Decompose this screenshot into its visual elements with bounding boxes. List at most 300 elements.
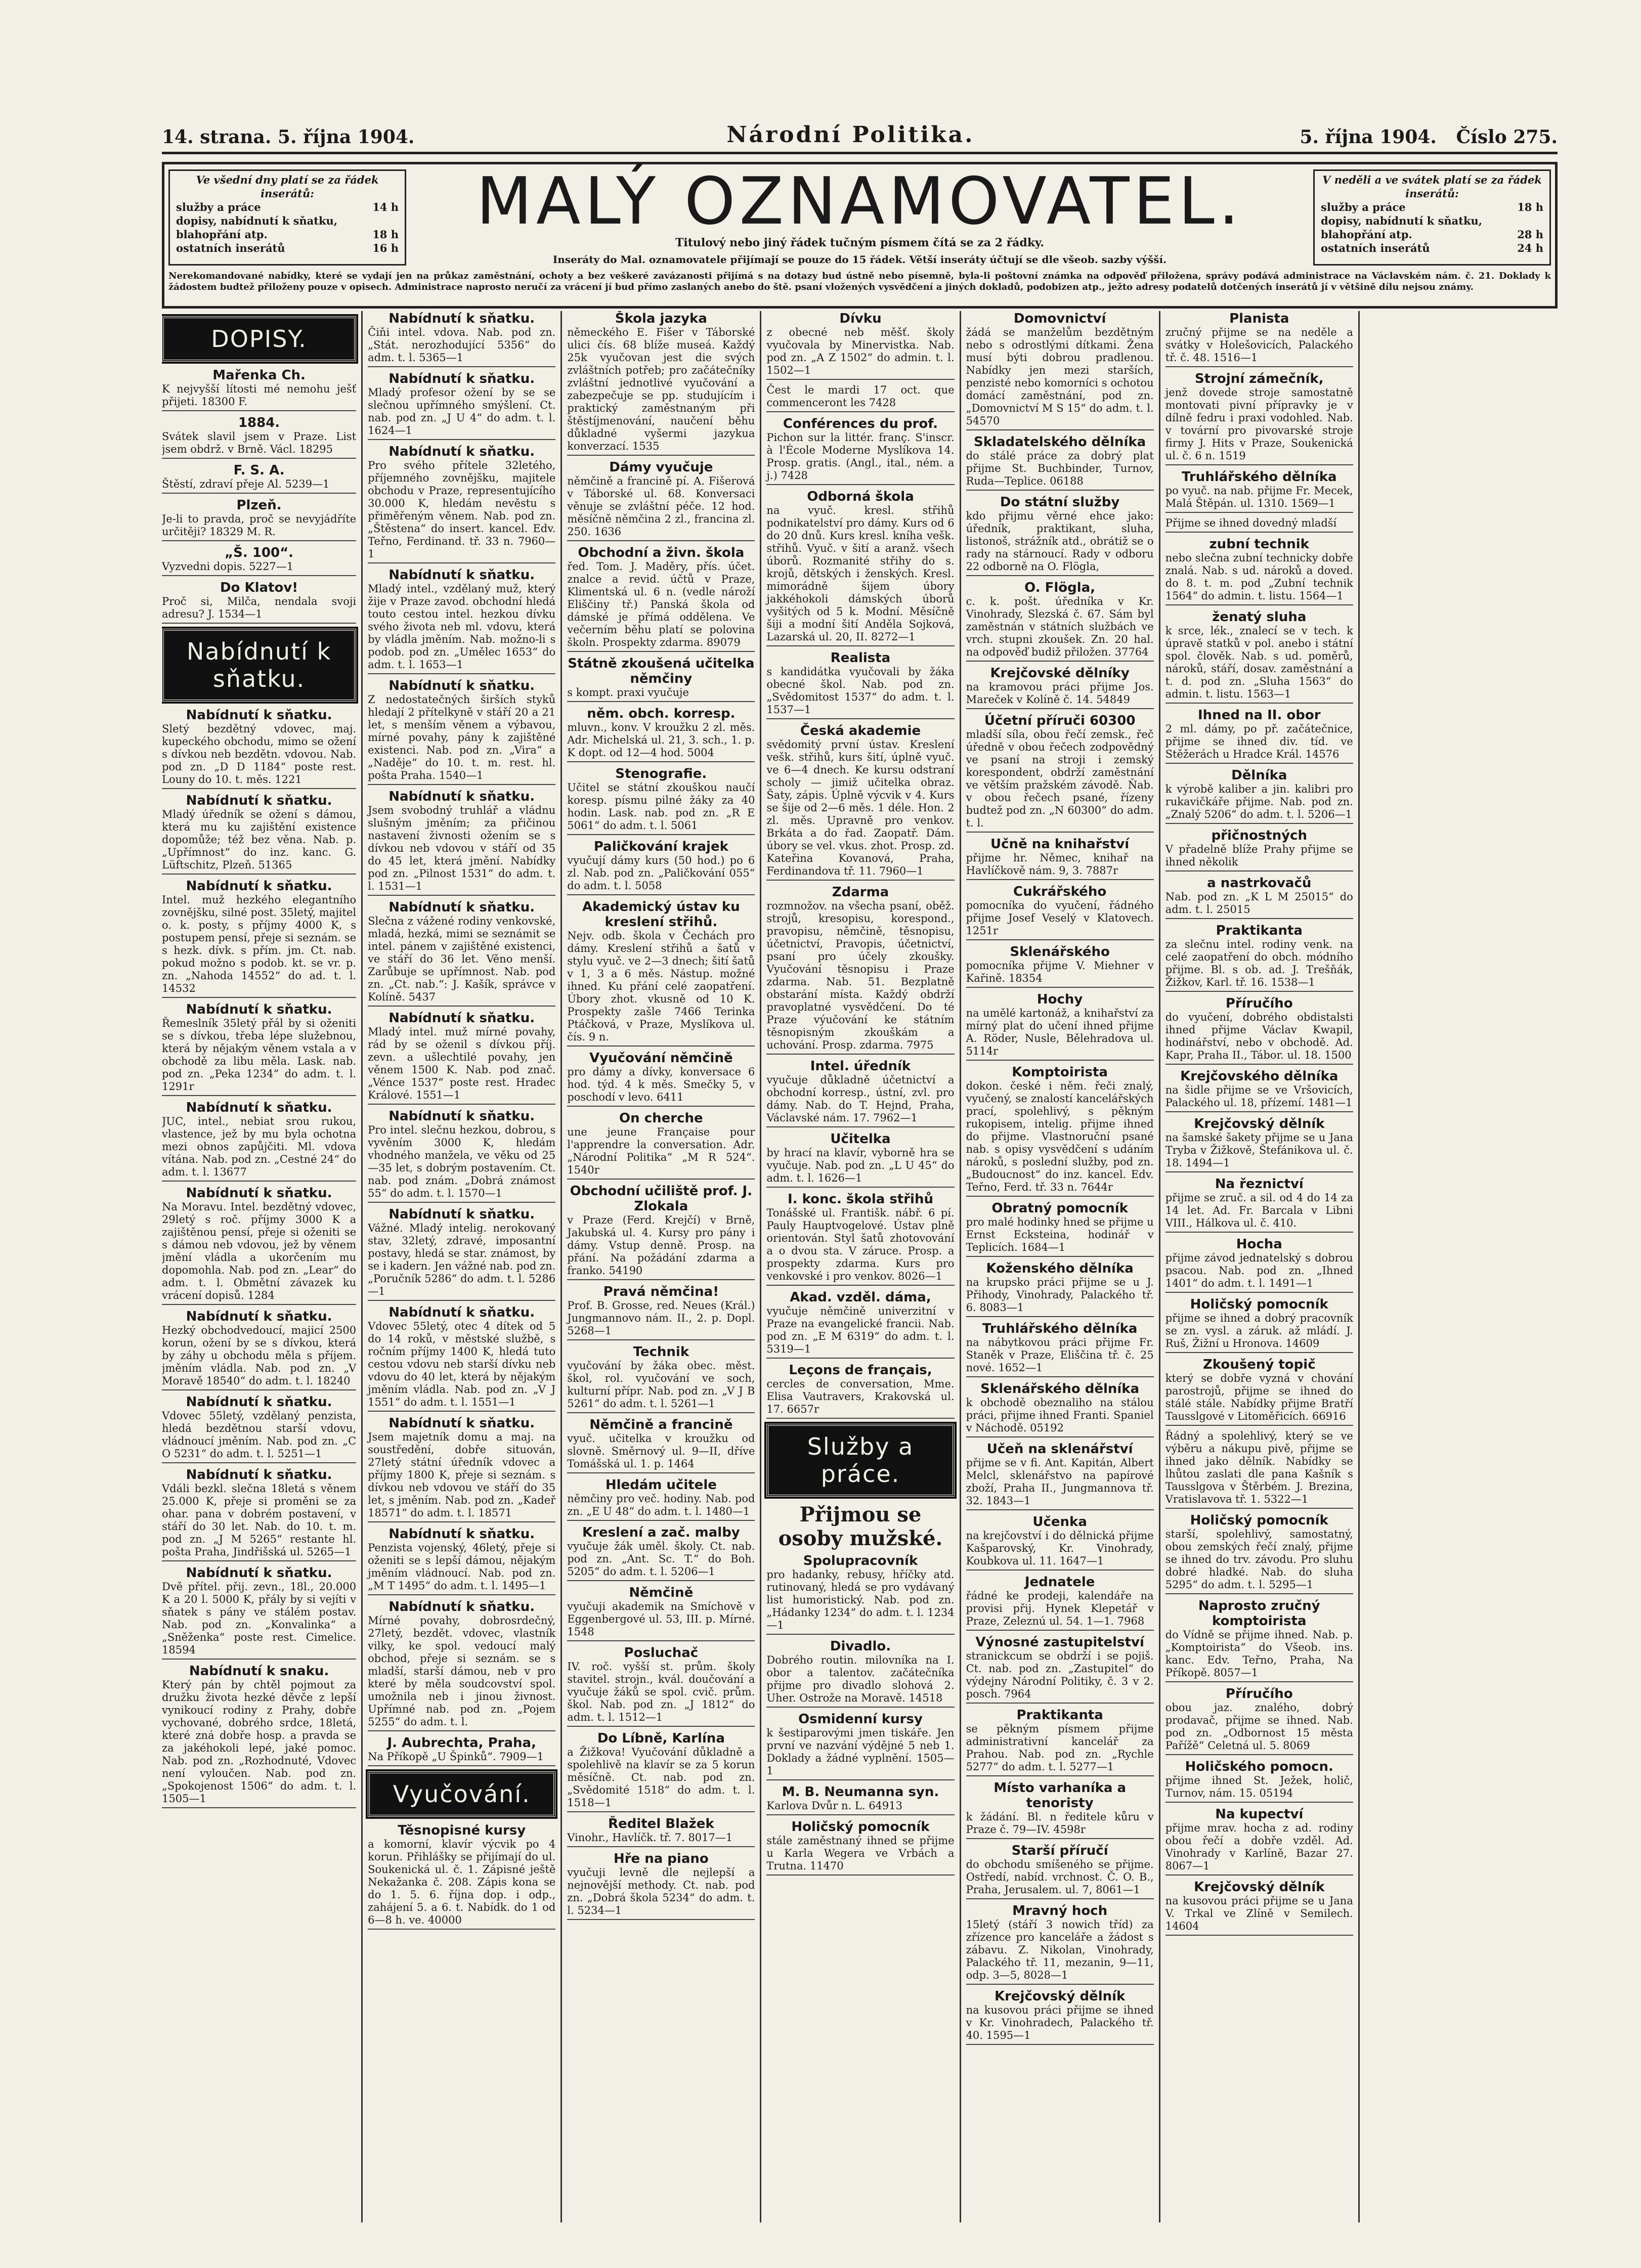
ad-heading: Praktikanta bbox=[1216, 923, 1303, 938]
ad-text: pro dámy a dívky, konversace 6 hod. týd. 4 k měs. Smečky 5, v poschodí v levo. 6411 bbox=[567, 1066, 755, 1103]
ad-heading: Starší příručí bbox=[1011, 1843, 1108, 1858]
ad-heading: Zdarma bbox=[832, 885, 889, 900]
classified-ad bbox=[368, 1011, 555, 1105]
classified-ad bbox=[966, 580, 1154, 662]
classified-ad bbox=[766, 1290, 954, 1359]
classified-ad bbox=[1165, 1069, 1353, 1112]
classified-ad bbox=[766, 650, 954, 719]
ad-heading: Akad. vzděl. dáma, bbox=[790, 1290, 931, 1305]
classified-ad bbox=[567, 1525, 755, 1581]
ad-heading: Krejčovské dělníky bbox=[990, 666, 1130, 681]
ad-text: Svátek slavil jsem v Praze. List jsem obdrž. v Brně. Václ. 18295 bbox=[162, 430, 357, 455]
ad-heading: Nabídnutí k sňatku. bbox=[388, 311, 535, 326]
ad-text: řádné ke prodeji, kalendáře na provisi přij. Hynek Klepetář v Praze, Zeleznú ul. 54. 1—1. 7968 bbox=[966, 1590, 1154, 1627]
classified-ad bbox=[966, 495, 1154, 576]
classified-ad bbox=[1165, 876, 1353, 919]
classified-ad bbox=[368, 789, 555, 896]
ad-text: vyučuje žák uměl. školy. Ct. nab. pod zn. „Ant. Sc. T.“ do Boh. 5205“ do adm. t. l. 5206—1 bbox=[567, 1540, 755, 1578]
ad-heading: Truhlářského dělníka bbox=[982, 1321, 1138, 1336]
classified-ad bbox=[766, 1639, 954, 1708]
ad-text: Jsem svobodný truhlář a vládnu slušným jměním; za přičinou nastavení živnosti ožením se s dívkou neb vdovou v stáří od 35 do 45 let, která jmění. Nabídky pod zn. „Pilnost 1531“ do adm. t. l. 1531—1 bbox=[368, 804, 556, 892]
classified-ad bbox=[368, 900, 555, 1007]
ad-heading: Hocha bbox=[1236, 1237, 1282, 1252]
ad-text: po vyuč. na nab. přijme Fr. Mecek, Malá Štěpán. ul. 1310. 1569—1 bbox=[1165, 485, 1353, 509]
ad-text: Na Moravu. Intel. bezdětný vdovec, 29letý s roč. příjmy 3000 K a zajištěnou pensí, přeje si oženiti se s dámou neb vdovou, jež by věnem jmění vládla a ukorčením mu dopomohla. Nab. pod zn. „Lear“ do adm. t. l. Obmětní závazek ku vrácení dopisů. 1284 bbox=[162, 1201, 357, 1301]
ad-heading: Obchodní učiliště prof. J. Zlokala bbox=[570, 1184, 753, 1214]
ad-text: vyučování by žáka obec. měst. škol, rol. vyučování ve soch, kulturní přípr. Nab. pod zn. „V J B 5261“ do adm. t. l. 5261—1 bbox=[567, 1360, 755, 1410]
ad-text: mladší síla, obou řečí zemsk., řeč úředně v obou řečech zodpovědný ve psaní na stroji i zemský korespondent, obdrží zaměstnání ve větším pražském závodě. Ňab. v obou řečech psané, řízeny budtež pod zn. „N 60300“ do adm. t. l. bbox=[966, 728, 1154, 829]
ad-heading: Ihned na II. obor bbox=[1198, 708, 1321, 723]
ad-text: Karlova Dvůr n. L. 64913 bbox=[766, 1800, 903, 1812]
ad-heading: Sklenářského bbox=[1010, 944, 1110, 959]
ad-heading: Nabídnutí k sňatku. bbox=[186, 1100, 332, 1115]
ad-heading: Nabídnutí k sňatku. bbox=[186, 1186, 332, 1201]
ad-text: dokon. české i něm. řeči znalý, vyučený, se znalostí kancelářských prací, spolehlivý, s pěkným rukopisem, intelig. přijme ihned do přijme. Vlastnoruční psané nab. s opisy vysvědčení s udáním nároků, s poslední služby, pod zn. „Budoucnost“ do inz. kancel. Edv. Teřno, Ferd. tř. 33 n. 7644r bbox=[966, 1080, 1154, 1193]
ad-heading: Domovnictví bbox=[1013, 311, 1106, 326]
ad-heading: něm. obch. korresp. bbox=[587, 706, 736, 721]
classified-ad bbox=[766, 885, 954, 1055]
ad-text: na umělé kartonáž, a knihařství za mírný plat do učení ihned přijme A. Röder, Nusle, Bělehradova ul. 5114r bbox=[966, 1007, 1154, 1057]
classified-ad bbox=[567, 839, 755, 895]
ad-text: k srce, lék., znalecí se v tech. k úpravě statků v pol. anebo i státní spol. člověk. Nab. s ud. poměrů, nároků, stáří, dosav. zaměstnání a t. d. pod zn. „Sluha 1563“ do admin. t. listu. 1563—1 bbox=[1165, 625, 1353, 700]
classified-ad bbox=[966, 434, 1154, 491]
ad-heading: Kreslení a zač. malby bbox=[582, 1525, 740, 1540]
ad-heading: Učeň na sklenářství bbox=[986, 1442, 1133, 1457]
ad-text: Je-li to pravda, proč se nevyjádříte určitěji? 18329 M. R. bbox=[162, 513, 357, 538]
ad-heading: Divadlo. bbox=[830, 1639, 891, 1654]
classified-ad bbox=[1165, 517, 1353, 533]
column-4 bbox=[760, 311, 959, 2222]
column-6 bbox=[1159, 311, 1358, 2222]
classified-ad bbox=[966, 1843, 1154, 1899]
ad-text: na šidle přijme se ve Vršovicích, Palackého ul. 18, přízemí. 1481—1 bbox=[1165, 1084, 1353, 1109]
ad-heading: Učenka bbox=[1032, 1514, 1087, 1530]
ad-text: pro malé hodinky hned se přijme u Ernst Ecksteina, hodinář v Teplicích. 1684—1 bbox=[966, 1216, 1154, 1253]
ad-heading: Cukrářského bbox=[1013, 884, 1107, 899]
classified-ad bbox=[966, 1261, 1154, 1317]
ad-text: svědomitý první ústav. Kreslení vešk. střihů, kurs šití, úplně vyuč. ve 6—4 dnech. Ke kursu odstraní scholy — jimiž učitelka obraz. Šaty, zápis. Úplně výcvik v 4. Kurs se šije od 2—6 měs. 1 déle. Hon. 2 zl. měs. Upravně pro venkov. Brkáta a do řad. Zaopatř. Dám. úbory se vel. vkus. zhot. Prosp. zd. Kateřina Kovanová, Praha, Ferdinandova tř. 11. 7960—1 bbox=[766, 738, 955, 877]
ad-text: Vyzvedni dopis. 5227—1 bbox=[162, 560, 294, 573]
classified-ad bbox=[368, 678, 555, 785]
ad-heading: Do Klatov! bbox=[220, 580, 298, 595]
ad-text: na krejčovství i do dělnická přijme Kašparovský, Kr. Vinohrady, Koubkova ul. 11. 1647—1 bbox=[966, 1530, 1154, 1567]
ad-text: by hrací na klavír, vyborně hra se vyučuje. Nab. pod zn. „L U 45“ do adm. t. l. 1626—1 bbox=[766, 1147, 955, 1184]
ad-text: Z nedostatečných širších styků hledají 2 přítelkyně v stáří 20 a 21 let, s menším věnem a výbavou, mírné povahy, pány k zajištěné existenci. Nab. pod zn. „Vira“ a „Naděje“ do 10. t. m. rest. hl. pošta Praha. 1540—1 bbox=[368, 693, 556, 781]
ad-text: rozmnožov. na všecha psaní, oběž. strojů, kresopisu, korespond., pravopisu, němčině, těsnopisu, účetnictví, Pravopis, účetnictví, psaní pro účely zkoušky. Vyučování těsnopisu i Praze zdarma. Nab. 51. Bezplatně obstarání místa. Každý obdrží pravoplatné vysvědčení. Do té Praze výučování ke státním těsnopisným zkouškám a uchování. Prosp. zdarma. 7975 bbox=[766, 900, 955, 1051]
ad-heading: Nabídnutí k sňatku. bbox=[186, 1394, 332, 1410]
classified-ad bbox=[766, 1784, 954, 1815]
ad-text: mluvn., konv. V kroužku 2 zl. měs. Adr. Michelská ul. 21, 3. sch., 1. p. K dopt. od 12—4 hod. 5004 bbox=[567, 721, 755, 759]
classified-ad bbox=[1165, 311, 1353, 367]
classified-ad bbox=[966, 713, 1154, 833]
ad-heading: Nabídnutí k sňatku. bbox=[388, 1599, 535, 1615]
ad-text: V přadelně blíže Prahy přijme se ihned několik bbox=[1165, 843, 1353, 868]
classified-ad bbox=[766, 489, 954, 646]
ad-heading: Do státní služby bbox=[1000, 495, 1120, 510]
ad-text: JUC, intel., nebiat srou rukou, vlastence, jež by mu byla ochotna mezi obnos zapůjčiti. Ml. vdova vítána. Nab. pod zn. „Cestné 24“ do adm. t. l. 13677 bbox=[162, 1115, 357, 1178]
ad-heading: Nabídnutí k snaku. bbox=[189, 1664, 329, 1679]
ad-text: Vdovec 55letý, vzdělaný penzista, hledá bezdětnou starší vdovu, vládnoucí jměním. Nab. pod zn. „C O 5231“ do adm. t. l. 5251—1 bbox=[162, 1410, 357, 1460]
ad-heading: Mravný hoch bbox=[1012, 1903, 1108, 1918]
ad-text: německého E. Fišer v Táborské ulici čís. 68 blíže museá. Každý 25k vyučovan jest die svých zvláštních potřeb; pro začátečníky zvláštní jednotlivé vyučování a zabezpečuje se pp. studujícím i praktický zaměstnaným při štěstíjmenování, naučení běhu důkladné vyšermi jazykua konverzací. 1535 bbox=[567, 326, 755, 452]
issue-date: 5. října 1904. bbox=[1300, 126, 1437, 148]
ad-heading: Výnosné zastupitelství bbox=[975, 1635, 1144, 1650]
classified-ad bbox=[966, 1442, 1154, 1510]
classified-ad bbox=[567, 1184, 755, 1280]
classified-ad bbox=[966, 944, 1154, 988]
classified-ad bbox=[368, 1305, 555, 1412]
classified-ad bbox=[162, 1309, 356, 1390]
ad-text: na kusovou práci přijme se u Jana V. Trkal ve Zlíně v Semilech. 14604 bbox=[1165, 1895, 1353, 1932]
ad-text: na kusovou práci přijme se ihned v Kr. Vinohradech, Palackého tř. 40. 1595—1 bbox=[966, 2004, 1154, 2041]
ad-heading: Mařenka Ch. bbox=[212, 368, 306, 383]
ad-heading: Nabídnutí k sňatku. bbox=[186, 708, 332, 723]
classified-ad bbox=[766, 311, 954, 380]
ad-heading: Odborná škola bbox=[807, 489, 914, 504]
ad-text: Nab. pod zn. „K L M 25015“ do adm. t. l. 25015 bbox=[1165, 891, 1353, 915]
rate-row: blahopřání atp. 28 h bbox=[1321, 228, 1543, 241]
ad-heading: Účetní příruči 60300 bbox=[984, 713, 1136, 728]
ad-heading: Koženského dělníka bbox=[986, 1261, 1134, 1276]
ad-text: Čiňi intel. vdova. Nab. pod zn. „Stát. nerozhodující 5356“ do adm. t. l. 5365—1 bbox=[368, 326, 556, 364]
ad-heading: Škola jazyka bbox=[615, 311, 707, 326]
classified-ad bbox=[766, 384, 954, 412]
ad-text: Dvě přítel. přij. zevn., 18l., 20.000 K a 20 l. 5000 K, přály by si vejíti v sňatek s pány ve stálém postav. Nab. pod zn. „Konvalinka“ a „Sněženka“ poste rest. Cimelice. 18594 bbox=[162, 1581, 357, 1656]
classified-ad bbox=[368, 1735, 555, 1766]
ad-text: přijme závod jednatelský s dobrou psacou. Nab. pod zn. „Ihned 1401“ do adm. t. l. 1491—1 bbox=[1165, 1252, 1353, 1289]
classified-ad bbox=[1165, 1297, 1353, 1353]
classified-ad bbox=[766, 1712, 954, 1780]
ad-text: Tonášské ul. Františk. nábř. 6 pí. Pauly Hauptvogelové. Ústav plně orientován. Styl šatů zhotovování a o dvou sta. V záruce. Prosp. a prospekty zdarma. Kurs pro venkovské i pro venkov. 8026—1 bbox=[766, 1207, 955, 1282]
newspaper-name: Národní Politika. bbox=[726, 122, 975, 148]
ad-text: Pro intel. slečnu hezkou, dobrou, s vyvěním 3000 K, hledám vhodného manžela, ve věku od 25—35 let, s dobrým postavením. Ct. nab. pod znám. „Dobrá známost 55“ do adm. t. l. 1570—1 bbox=[368, 1124, 556, 1199]
ad-heading: J. Aubrechta, Praha, bbox=[387, 1735, 536, 1751]
ad-text: vyučuji levně dle nejlepší a nejnovější methody. Ct. nab. pod zn. „Dobrá škola 5234“ do adm. t. l. 5234—1 bbox=[567, 1866, 755, 1916]
classified-ad bbox=[966, 1989, 1154, 2045]
ad-heading: Nabídnutí k sňatku. bbox=[388, 1207, 535, 1222]
ad-heading: Leçons de français, bbox=[789, 1363, 932, 1378]
classified-ad bbox=[966, 1065, 1154, 1197]
ad-heading: I. konc. škola střihů bbox=[787, 1192, 933, 1207]
column-2 bbox=[361, 311, 560, 2222]
ad-text: Slečna z vážené rodiny venkovské, mladá, hezká, mimi se seznámit se intel. pánem v zajištěné existenci, ve stáří do 36 let. Věno menší. Zarůbuje se upřímnost. Nab. pod zn. „Ct. nab.“: J. Kašík, správce v Kolíně. 5437 bbox=[368, 915, 556, 1003]
ad-text: a komorní, klavír výcvik po 4 korun. Přihlášky se přijímají do ul. Soukenická ul. č. 1. Zápisné ještě Nekažanka č. 208. Zápis kona se do 1. 5. 6. října dop. i odp., zahájení 5. a 6. t. Nabídk. do 1 od 6—8 h. ve. 40000 bbox=[368, 1838, 556, 1926]
ad-heading: Těsnopisné kursy bbox=[398, 1823, 526, 1838]
ad-heading: Učně na knihařství bbox=[990, 837, 1130, 852]
section-heading-vyucovani: Vyučování. bbox=[368, 1771, 555, 1817]
ad-text: obou jaz. znalého, dobrý prodavač, přijme se ihned. Nab. pod zn. „Odbornost 15 města Pařížě“ Celetná ul. 5. 8069 bbox=[1165, 1702, 1353, 1752]
rate-row: ostatních inserátů 16 h bbox=[176, 242, 399, 254]
classified-ad bbox=[966, 666, 1154, 709]
ad-text: Vdáli bezkl. slečna 18letá s věnem 25.000 K, přeje si proměni se za ohar. pana v dobrém postavení, v stáří do 30 let. Nab. do 10. t. m. pod zn. „J M 5265“ restante hl. pošta Praha, Jindřišská ul. 5265—1 bbox=[162, 1482, 357, 1558]
ad-text: žádá se manželům bezdětným nebo s odrostlými dítkami. Žena musí býti dobrou pradlenou. Nabídky jen mezi starších, penzisté nebo komorníci s ochotou domácí zaměstnání, pod zn. „Domovnictví M S 15“ do adm. t. l. 54570 bbox=[966, 326, 1154, 427]
classified-ad bbox=[966, 1321, 1154, 1377]
ad-text: z obecné neb měšť. školy vyučovala by Minervistka. Nab. pod zn. „A Z 1502“ do admin. t. l. 1502—1 bbox=[766, 326, 955, 376]
ad-text: kdo přijmu věrné ehce jako: úředník, praktikant, sluha, listonoš, strážník atd., obrátiž se o rady na stárnoucí. Rady v odboru 22 odborně na O. Flögla, bbox=[966, 510, 1154, 573]
ad-text: 15letý (stáří 3 nowich tříd) za zřízence pro kanceláře a žádost s zábavu. Z. Nikolan, Vinohrady, Palackého tř. 11, mezanin, 9—11, odp. 3—5, 8028—1 bbox=[966, 1918, 1154, 1981]
ad-text: řed. Tom. J. Maděry, přís. účet. znalce a revid. účtů v Praze, Klimentská ul. 6 n. (vedle nároží Eliščiny tř.) Panská škola od dámské je přímá oddělena. Ve večerním běhu platí se polovina školn. Prospekty zdarma. 89079 bbox=[567, 560, 755, 648]
classified-ad bbox=[1165, 469, 1353, 513]
ad-heading: M. B. Neumanna syn. bbox=[782, 1784, 939, 1800]
ad-heading: Nabídnutí k sňatku. bbox=[186, 793, 332, 808]
classified-ad bbox=[368, 444, 555, 563]
ad-text: Řemeslník 35letý přál by si oženiti se s dívkou, třeba lépe služebnou, která by nějakým věnem vstala a v obchodě za libu měla. Lask. nab. pod zn. „Peka 1234“ do adm. t. l. 1291r bbox=[162, 1017, 357, 1093]
section-subtitle: Titulový nebo jiný řádek tučným písmem čítá se za 2 řádky. bbox=[675, 236, 1044, 249]
classified-ad bbox=[1165, 1116, 1353, 1172]
classified-ad bbox=[162, 1467, 356, 1561]
classified-ad bbox=[1165, 1686, 1353, 1755]
ad-heading: Holičského pomocn. bbox=[1185, 1759, 1333, 1774]
ad-heading: Nabídnutí k sňatku. bbox=[388, 900, 535, 915]
ad-heading: Česká akademie bbox=[800, 723, 921, 738]
ad-heading: Posluchač bbox=[624, 1645, 699, 1661]
classified-ad bbox=[966, 1903, 1154, 1985]
ad-text: stranickcum se obdrží i se pojiš. Ct. nab. pod zn. „Zastupitel“ do výdejny Národní Politiky, č. 3 v 2. posch. 7964 bbox=[966, 1650, 1154, 1700]
ad-text: vyučují dámy kurs (50 hod.) po 6 zl. Nab. pod zn. „Paličkování 055“ do adm. t. l. 5058 bbox=[567, 854, 755, 892]
holiday-rates-box bbox=[1313, 169, 1551, 266]
section-title: MALÝ OZNAMOVATEL. bbox=[476, 164, 1243, 239]
ad-text: Vážné. Mladý intelig. nerokovaný stav, 32letý, zdravé, imposantní postavy, hledá se star. známost, by se i kadern. Jen vážné nab. pod zn. „Poručník 5286“ do adm. t. l. 5286—1 bbox=[368, 1222, 556, 1297]
ad-heading: Akademický ústav ku kreslení střihů. bbox=[582, 899, 740, 930]
classified-ad bbox=[966, 1201, 1154, 1257]
classified-ad bbox=[966, 1514, 1154, 1571]
ad-heading: Dámy vyučuje bbox=[609, 460, 713, 475]
classified-ad bbox=[162, 580, 356, 624]
ad-text: Mladý intel. muž mírné povahy, rád by se oženil s dívkou příj. zevn. a ušlechtilé povahy, jen věnem 1500 K. Nab. pod znač. „Vénce 1537“ poste rest. Hradec Králové. 1551—1 bbox=[368, 1026, 556, 1101]
holiday-rates-title: V neděli a ve svátek platí se za řádek inserátů: bbox=[1322, 173, 1542, 200]
ad-text: Hezký obchodvedoucí, majicí 2500 korun, ožení by se s dívkou, která by záhy u obchodu měla s příjem. jměním vládla. Nab. pod zn. „V Moravě 18540“ do adm. t. l. 18240 bbox=[162, 1324, 357, 1387]
classified-ad bbox=[567, 1731, 755, 1812]
ad-heading: Krejčovského dělníka bbox=[1180, 1069, 1338, 1084]
ad-heading: Hře na piano bbox=[613, 1851, 709, 1866]
ad-heading: Příručího bbox=[1225, 1686, 1293, 1702]
ad-heading: Holičský pomocník bbox=[1190, 1513, 1328, 1528]
ad-heading: Nabídnutí k sňatku. bbox=[388, 444, 535, 459]
ad-heading: Nabídnutí k sňatku. bbox=[388, 789, 535, 804]
classified-ad bbox=[567, 1051, 755, 1107]
classified-ad bbox=[368, 1109, 555, 1203]
ad-text: na krupsko práci přijme se u J. Přihody, Vinohrady, Palackého tř. 6. 8083—1 bbox=[966, 1276, 1154, 1314]
ad-heading: O. Flögla, bbox=[1024, 580, 1096, 595]
ad-text: Čest le mardi 17 oct. que commenceront les 7428 bbox=[766, 384, 955, 409]
classified-ad bbox=[966, 1635, 1154, 1704]
classified-ad bbox=[1165, 1357, 1353, 1426]
classified-ad bbox=[567, 311, 755, 456]
ad-heading: Realista bbox=[830, 650, 891, 666]
ad-heading: Intel. úředník bbox=[810, 1059, 911, 1074]
ad-text: Pro svého přítele 32letého, příjemného zovnějšku, majitele obchodu v Praze, representujícího 30.000 K, hledám nevěstu s přiměřeným věnem. Nab. pod zn. „Štěstena“ do insert. kancel. Edv. Teřno, Ferdinand. tř. 33 n. 7960—1 bbox=[368, 459, 556, 560]
classified-ad bbox=[567, 545, 755, 652]
classified-ad bbox=[966, 992, 1154, 1061]
classified-ad bbox=[1165, 537, 1353, 605]
ad-text: k šestiparovými jmen tiskáře. Jen první ve nazvání výdějné 5 neb 1. Doklady a žádné vyplnění. 1505—1 bbox=[766, 1727, 955, 1777]
ad-heading: Státně zkoušená učitelka němčiny bbox=[568, 656, 755, 686]
classified-ad bbox=[162, 1002, 356, 1096]
classified-ad bbox=[567, 766, 755, 835]
classified-ad bbox=[567, 1816, 755, 1847]
ad-text: pro hadanky, rebusy, hříčky atd. rutinovaný, hledá se pro vydávaný list humoristický. Nab. pod zn. „Hádanky 1234“ do adm. t. l. 1234—1 bbox=[766, 1568, 955, 1631]
classified-ad bbox=[162, 1100, 356, 1182]
administration-notice: Nerekomandované nabídky, které se vydají jen na průkaz zaměstnání, ochoty a bez veškeré zavázanosti přijímá s na dotazy bud ústně nebo písemně, byla-li poštovní známka na odpověď přiložena, správy podává administrace na Václavském nám. č. 21. Doklady k žádostem budtež přiloženy pouze v opisech. Administrace naprosto neručí za vrácení jí bud přímo zaslaných anebo do ště. psaní vložených vysvědčení a jiných dokladů, podobizen atp., ježto adresy podatelů dotčených inserátů jí v většině dílu nejsou známy. bbox=[168, 271, 1551, 292]
classified-ad bbox=[368, 311, 555, 367]
ad-text: a Žižkova! Vyučování důkladně a spolehlivě na klavír se za 5 korun měsíčně. Ct. nab. pod zn. „Svědomité 1518“ do adm. t. l. 1518—1 bbox=[567, 1746, 755, 1809]
page-header bbox=[162, 117, 1558, 154]
page-number-date: 14. strana. 5. října 1904. bbox=[162, 126, 415, 148]
classified-ad bbox=[966, 1780, 1154, 1839]
ad-heading: 1884. bbox=[238, 415, 280, 430]
ad-heading: Příručího bbox=[1225, 996, 1293, 1011]
ad-heading: Truhlářského dělníka bbox=[1182, 469, 1337, 485]
ad-text: k výrobě kaliber a jin. kalibri pro rukavičkáře přijme. Nab. pod zn. „Znalý 5206“ do adm. t. l. 5206—1 bbox=[1165, 783, 1353, 820]
ad-text: Mladý profesor ožení by se se slečnou upřímného smýšlení. Ct. nab. pod zn. „J U 4“ do adm. t. l. 1624—1 bbox=[368, 386, 556, 437]
ad-text: Intel. muž hezkého elegantního zovnějšku, silné post. 35letý, majitel o. k. posty, s příjmy 4000 K, s postupem pensí, přeje si seznám. se s hezk. dívk. s přím. jm. Ct. nab. pokud možno s podob. kt. se vr. p. zn. „Nahoda 14552“ do ad. t. l. 14532 bbox=[162, 894, 357, 994]
ad-text: němčiny pro več. hodiny. Nab. pod zn. „E U 48“ do adm. t. l. 1480—1 bbox=[567, 1493, 755, 1517]
classified-ad bbox=[368, 568, 555, 674]
ad-heading: Nabídnutí k sňatku. bbox=[186, 1467, 332, 1482]
ad-text: pomocníka do vyučení, řádného přijme Josef Veselý v Klatovech. 1251r bbox=[966, 899, 1154, 937]
ad-text: Vinohr., Havlíčk. tř. 7. 8017—1 bbox=[567, 1831, 733, 1844]
ad-text: přijme se v fi. Ant. Kapitán, Albert Melcl, sklenářstvo na papírové zboží, Praha II., Jungmannova tř. 32. 1843—1 bbox=[966, 1457, 1154, 1507]
ad-text: Na Příkopě „U Špinků“. 7909—1 bbox=[368, 1751, 544, 1763]
ad-heading: Dělníka bbox=[1231, 768, 1287, 783]
classified-ad bbox=[966, 311, 1154, 430]
ad-heading: Dívku bbox=[839, 311, 882, 326]
ad-text: zručný přijme se na neděle a svátky v Holešovicích, Palackého tř. č. 48. 1516—1 bbox=[1165, 326, 1353, 364]
ad-heading: Nabídnutí k sňatku. bbox=[388, 371, 535, 386]
classified-ad bbox=[368, 1526, 555, 1595]
classified-ad bbox=[1165, 996, 1353, 1065]
classified-ad bbox=[1165, 1807, 1353, 1876]
classified-ad bbox=[567, 1344, 755, 1413]
ad-heading: Paličkování krajek bbox=[593, 839, 728, 854]
ad-heading: Nabídnutí k sňatku. bbox=[388, 568, 535, 583]
section-masthead bbox=[415, 164, 1305, 266]
ad-heading: Komptoirista bbox=[1012, 1065, 1108, 1080]
ad-heading: Nabídnutí k sňatku. bbox=[388, 1305, 535, 1320]
ad-heading: Zkoušený topič bbox=[1202, 1357, 1316, 1372]
classified-ad bbox=[162, 415, 356, 459]
ad-text: přijme se ihned a dobrý pracovník se zn. vysl. a záruk. až mládí. J. Ruš, Žižní u Hronova. 14609 bbox=[1165, 1312, 1353, 1349]
ad-heading: Do Líbně, Karlína bbox=[597, 1731, 725, 1746]
ad-heading: Na řeznictví bbox=[1215, 1176, 1304, 1192]
ad-text: na vyuč. kresl. střihů podnikatelství pro dámy. Kurs od 6 do 20 dnů. Kurs kresl. kníha vešk. střihů. Vyuč. v šití a aranž. všech úborů. Rozmanité střihy do s. krojů, dětských i ženských. Kresl. mimorádně šijem úbory jakkéhokoli dámských úborů vyšitých od 5 k. Modní. Měsíčně šiji a modní šití Anděla Sojková, Lazarská ul. 20, II. 8272—1 bbox=[766, 504, 955, 643]
classified-ad bbox=[567, 706, 755, 762]
ad-heading: Nabídnutí k sňatku. bbox=[388, 1416, 535, 1431]
classified-ad bbox=[567, 1477, 755, 1521]
rate-row: služby a práce 14 h bbox=[176, 201, 399, 213]
classified-ad bbox=[1165, 1176, 1353, 1233]
ad-text: přijme se zruč. a sil. od 4 do 14 za 14 let. Ad. Fr. Barcala v Libni VIII., Hálkova ul. č. 410. bbox=[1165, 1192, 1353, 1229]
column-7 bbox=[1358, 311, 1558, 2222]
classified-ad bbox=[567, 1417, 755, 1473]
classified-ad bbox=[766, 1192, 954, 1286]
classified-ad bbox=[162, 545, 356, 576]
rate-row: dopisy, nabídnutí k sňatku, bbox=[176, 214, 338, 227]
ad-heading: Technik bbox=[633, 1344, 689, 1360]
ad-heading: „Š. 100“. bbox=[225, 545, 294, 560]
ad-text: vyučuje němčině univerzitní v Praze na evangelické francii. Nab. pod zn. „E M 6319“ do adm. t. l. 5319—1 bbox=[766, 1305, 955, 1355]
rate-row: služby a práce 18 h bbox=[1321, 201, 1543, 213]
classified-ad bbox=[162, 1664, 356, 1808]
classified-ad bbox=[1165, 708, 1353, 764]
ad-text: Který pán by chtěl pojmout za družku života hezké děvče z lepší vynikoucí rodiny z Prahy, dobře vychované, dobrého srdce, 18letá, které zná dobře hosp. a pravda se za jakéhokoli lepé, jaké pomoc. Nab. pod zn. „Rozhodnuté, Vdovec není vyloučen. Nab. pod zn. „Spokojenost 1506“ do adm. t. l. 1505—1 bbox=[162, 1679, 357, 1805]
ad-heading: Krejčovský dělník bbox=[994, 1989, 1126, 2004]
classified-ad bbox=[1165, 768, 1353, 824]
ad-text: Proč si, Milča, nendala svoji adresu? J. 1534—1 bbox=[162, 595, 357, 620]
ad-text: Mladý intel., vzdělaný muž, který žije v Praze zavod. obchodní hledá touto cestou intel. hezkou dívku svého života neb ml. vdovu, která by vládla jměním. Nab. možno-li s podob. pod zn. „Umělec 1653“ do adm. t. l. 1653—1 bbox=[368, 583, 556, 671]
classified-ad bbox=[567, 1851, 755, 1920]
ad-text: Mírné povahy, dobrosrdečný, 27letý, bezdět. vdovec, vlastník vilky, ke spol. vedoucí malý obchod, přeje si seznám. se s mladší, starší dámou, neb v pro které by měla soudcovství spol. umožnila neb i jinou živnost. Upřímné nab. pod zn. „Pojem 5255“ do adm. t. l. bbox=[368, 1615, 556, 1728]
section-subtitle-2: Inseráty do Mal. oznamovatele přijímají se pouze do 15 řádek. Větší inseráty účtují se dle všeob. sazby výšší. bbox=[552, 253, 1167, 266]
classified-ad bbox=[766, 1819, 954, 1876]
ad-heading: Pravá němčina! bbox=[603, 1284, 719, 1299]
classified-columns bbox=[162, 311, 1558, 2222]
ad-heading: Krejčovský dělník bbox=[1194, 1116, 1325, 1131]
ad-heading: Na kupectví bbox=[1215, 1807, 1304, 1822]
classified-ad bbox=[966, 837, 1154, 880]
ad-text: une jeune Française pour l'apprendre la conversation. Adr. „Národní Politika“ „M R 524“. 1540r bbox=[567, 1126, 755, 1176]
ad-heading: Nabídnutí k sňatku. bbox=[186, 1565, 332, 1581]
classified-ad bbox=[567, 460, 755, 541]
ad-heading: zubní technik bbox=[1209, 537, 1309, 552]
weekday-rates-box bbox=[168, 169, 406, 266]
ad-heading: Jednatele bbox=[1024, 1575, 1095, 1590]
section-heading-sluzby: Služby a práce. bbox=[766, 1424, 954, 1497]
ad-heading: Krejčovský dělník bbox=[1194, 1880, 1325, 1895]
ad-text: přijme ihned St. Ježek, holič, Turnov, nám. 15. 05194 bbox=[1165, 1774, 1353, 1799]
ad-heading: F. S. A. bbox=[233, 463, 285, 478]
classified-ad bbox=[1165, 1430, 1353, 1509]
ad-text: vyuč. učitelka v kroužku od slovně. Směrnový ul. 9—II, dříve Tomášská ul. 1. p. 1464 bbox=[567, 1432, 755, 1470]
ad-heading: Naprosto zručný komptoirista bbox=[1198, 1598, 1320, 1629]
ad-heading: Vyučování němčině bbox=[589, 1051, 733, 1066]
ad-text: K nejvyšší lítosti mé nemohu ješť přijeti. 18300 F. bbox=[162, 383, 357, 408]
ad-text: přijme hr. Němec, knihař na Havlíčkově nám. 9, 3. 7887r bbox=[966, 852, 1154, 877]
ad-text: IV. roč. vyšší st. prům. školy stavitel. strojn., kvál. doučování a vyučuje žáků se spol. cvič. prům. škol. Nab. pod zn. „J 1812“ do adm. t. l. 1512—1 bbox=[567, 1661, 755, 1723]
ad-text: Jsem majetník domu a maj. na soustředění, dobře situován, 27letý státní úředník vdovec a příjmy 1800 K, přeje si seznám. s dívkou neb vdovou ve stáří do 35 let, s jměním. Nab. pod zn. „Kadeř 18571“ do adm. t. l. 18571 bbox=[368, 1431, 556, 1519]
ad-heading: Spolupracovník bbox=[803, 1553, 918, 1568]
ad-text: s kompt. praxi vyučuje bbox=[567, 686, 689, 699]
ad-heading: a nastrkovačů bbox=[1207, 876, 1312, 891]
section-heading-nabidnuti: Nabídnutí k sňatku. bbox=[162, 629, 356, 702]
classified-ad bbox=[766, 1059, 954, 1127]
ad-heading: Němčině a francině bbox=[589, 1417, 733, 1432]
ad-text: pomocníka přijme V. Miehner v Kařině. 18354 bbox=[966, 959, 1154, 984]
classified-ad bbox=[567, 1645, 755, 1727]
ad-heading: On cherche bbox=[619, 1111, 703, 1126]
classified-ad bbox=[567, 899, 755, 1046]
ad-text: do obchodu smíšeného se přijme. Ostředí, nabíd. vrchnost. Č. O. B., Praha, Jerusalem. ul. 7, 8061—1 bbox=[966, 1858, 1154, 1896]
ad-text: Prof. B. Grosse, red. Neues (Král.) Jungmannovo nám. II., 2. p. Dopl. 5268—1 bbox=[567, 1299, 755, 1337]
classified-ad bbox=[766, 1363, 954, 1419]
ad-text: Přijme se ihned dovedný mladší bbox=[1165, 517, 1337, 529]
ad-heading: Skladatelského dělníka bbox=[974, 434, 1146, 450]
classified-ad bbox=[567, 1111, 755, 1180]
classified-ad bbox=[766, 416, 954, 485]
classified-ad bbox=[1165, 609, 1353, 704]
ad-heading: Místo varhaníka a tenoristy bbox=[994, 1780, 1127, 1811]
section-heading-dopisy: DOPISY. bbox=[162, 316, 356, 362]
ad-text: vyučuji akademik na Smíchově v Eggenbergové ul. 53, III. p. Mírné. 1548 bbox=[567, 1600, 755, 1638]
classified-ad bbox=[1165, 1513, 1353, 1594]
rate-row: blahopřání atp. 18 h bbox=[176, 228, 399, 241]
ad-text: do Vídně se přijme ihned. Nab. p. „Komptoirista“ do Všeob. ins. kanc. Edv. Teřno, Praha, Na Příkopě. 8057—1 bbox=[1165, 1629, 1353, 1679]
classified-ad bbox=[966, 1708, 1154, 1776]
classified-ad bbox=[368, 1823, 555, 1930]
ad-heading: Nabídnutí k sňatku. bbox=[388, 1526, 535, 1542]
ad-text: nebo slečna zubní technicky dobře znalá. Nab. s ud. nároků a doved. do 8. t. m. pod „Zubní technik 1564“ do admin. t. listu. 1564—1 bbox=[1165, 552, 1353, 602]
ad-heading: Holičský pomocník bbox=[791, 1819, 930, 1835]
